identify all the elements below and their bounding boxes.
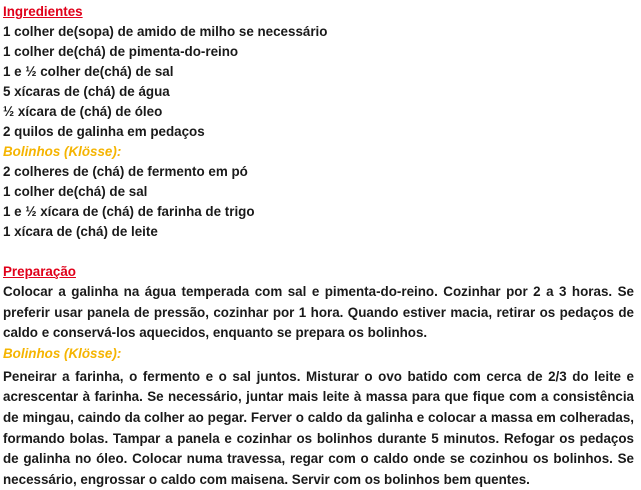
dumpling-ingredient-item: 1 xícara de (chá) de leite	[3, 224, 158, 239]
ingredient-item: 2 quilos de galinha em pedaços	[3, 124, 205, 139]
recipe-document	[3, 2, 634, 490]
ingredient-item: ½ xícara de (chá) de óleo	[3, 104, 163, 119]
dumplings-prep-heading: Bolinhos (Klösse):	[3, 345, 122, 361]
ingredient-item: 1 colher de(chá) de pimenta-do-reino	[3, 44, 239, 59]
ingredient-item: 5 xícaras de (chá) de água	[3, 84, 170, 99]
dumpling-ingredient-item: 1 colher de(chá) de sal	[3, 184, 148, 199]
preparation-heading: Preparação	[3, 264, 76, 279]
section-spacer	[3, 242, 634, 262]
dumplings-prep-paragraph: Peneirar a farinha, o fermento e o sal juntos. Misturar o ovo batido com cerca de 2/3 do leite e acrescentar à farinha. Se necessário, juntar mais leite à massa para que fique com a consistência de mingau, caindo da colher ao pegar. Ferver o caldo da galinha e colocar a massa em colheradas, formando bolas. Tampar a panela e cozinhar os bolinhos durante 5 minutos. Refogar os pedaços de galinha no óleo. Colocar numa travessa, regar com o caldo onde se cozinhou os bolinhos. Se necessário, engrossar o caldo com maisena. Servir com os bolinhos bem quentes.	[3, 368, 634, 487]
ingredients-list	[3, 22, 634, 142]
preparation-paragraph: Colocar a galinha na água temperada com sal e pimenta-do-reino. Cozinhar por 2 a 3 horas. Se preferir usar panela de pressão, cozinhar por 1 hora. Quando estiver macia, retirar os pedaços de caldo e conservá-los aquecidos, enquanto se prepara os bolinhos.	[3, 284, 634, 341]
ingredients-heading: Ingredientes	[3, 4, 83, 19]
ingredient-item: 1 e ½ colher de(chá) de sal	[3, 64, 174, 79]
dumplings-ingredients-list	[3, 162, 634, 242]
dumpling-ingredient-item: 2 colheres de (chá) de fermento em pó	[3, 164, 248, 179]
dumpling-ingredient-item: 1 e ½ xícara de (chá) de farinha de trigo	[3, 204, 255, 219]
dumplings-heading: Bolinhos (Klösse):	[3, 144, 122, 159]
ingredient-item: 1 colher de(sopa) de amido de milho se necessário	[3, 24, 328, 39]
